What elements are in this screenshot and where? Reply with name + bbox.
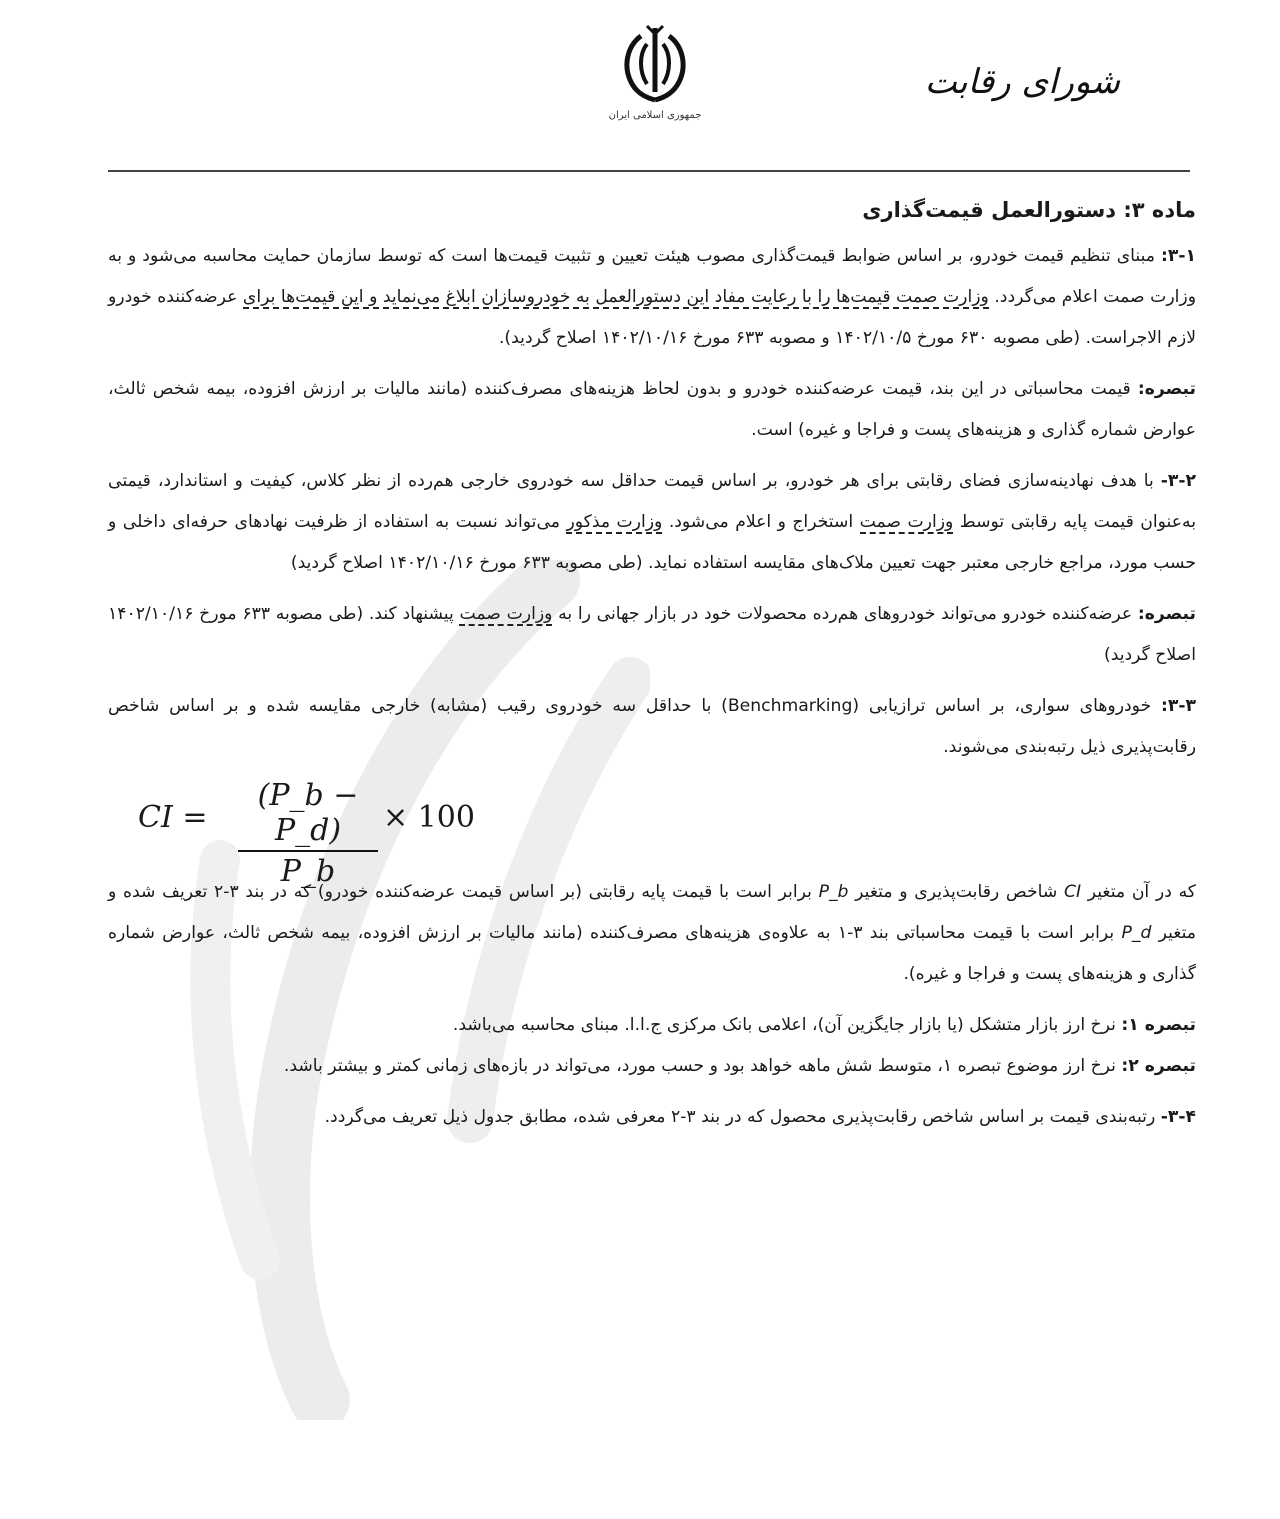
underlined-text: وزارت صمت قیمت‌ها را با رعایت مفاد این دستورالعمل به خودروسازان ابلاغ می‌نماید و این قیمت‌ها برای (242, 287, 989, 307)
variable-pd: P_d (1121, 923, 1152, 943)
header-divider (108, 170, 1190, 172)
note-label: تبصره ۲: (1121, 1056, 1196, 1076)
note-label: تبصره: (1137, 604, 1196, 624)
formula-lhs: CI = (138, 800, 208, 835)
emblem-caption: جمهوری اسلامی ایران (608, 110, 702, 121)
formula-fraction (238, 778, 378, 889)
clause-label: ۳-۱: (1161, 246, 1196, 266)
explanation-text: شاخص رقابت‌پذیری و متغیر (848, 882, 1064, 902)
formula-rhs: × 100 (383, 800, 475, 835)
note-text: پیشنهاد کند. (طی مصوبه ۶۳۳ مورخ ۱۴۰۲/۱۰/۱۶ اصلاح گردید) (108, 604, 1196, 665)
iran-emblem (600, 22, 710, 142)
variable-ci: CI (1063, 882, 1082, 902)
note-text: نرخ ارز موضوع تبصره ۱، متوسط شش ماهه خواهد بود و حسب مورد، می‌تواند در بازه‌های زمانی کمتر و بیشتر باشد. (283, 1056, 1122, 1076)
note-label: تبصره ۱: (1121, 1015, 1196, 1035)
explanation-text: که در آن متغیر (1081, 882, 1196, 902)
underlined-text: وزارت صمت (459, 604, 553, 624)
clause-text: با هدف نهادینه‌سازی فضای رقابتی برای هر خودرو، بر اساس قیمت حداقل سه خودروی خارجی هم‌رده از نظر کلاس، کیفیت و استاندارد، قیمتی به‌عنوان قیمت پایه رقابتی توسط (108, 471, 1196, 532)
clause-text: عرضه‌کننده خودرو لازم الاجراست. (طی مصوبه ۶۳۰ مورخ ۱۴۰۲/۱۰/۵ و مصوبه ۶۳۳ مورخ ۱۴۰۲/۱۰/۱۶ اصلاح گردید). (108, 287, 1196, 348)
formula-denominator: P_b (280, 854, 336, 889)
clause-text: استخراج و اعلام می‌شود. (662, 512, 860, 532)
note-3 (108, 1005, 1196, 1046)
paragraph-3-3 (108, 686, 1196, 768)
note-2 (108, 594, 1196, 676)
clause-text: رتبه‌بندی قیمت بر اساس شاخص رقابت‌پذیری محصول که در بند ۳-۲ معرفی شده، مطابق جدول ذیل تعریف می‌گردد. (324, 1107, 1161, 1127)
underlined-text: وزارت صمت (859, 512, 954, 532)
formula-numerator: (P_b − P_d) (238, 778, 378, 852)
note-text: نرخ ارز بازار متشکل (یا بازار جایگزین آن)، اعلامی بانک مرکزی ج.ا.ا. مبنای محاسبه می‌باشد. (452, 1015, 1122, 1035)
clause-text: خودروهای سواری، بر اساس ترازیابی (Benchmarking) با حداقل سه خودروی رقیب (مشابه) خارجی مقایسه شده و بر اساس شاخص رقابت‌پذیری ذیل رتبه‌بندی می‌شوند. (108, 696, 1196, 757)
underlined-text: وزارت مذکور (566, 512, 663, 532)
note-text: قیمت محاسباتی در این بند، قیمت عرضه‌کننده خودرو و بدون لحاظ هزینه‌های مصرف‌کننده (مانند مالیات بر ارزش افزوده، بیمه شخص ثالث، عوارض شماره گذاری و هزینه‌های پست و فراجا و غیره) است. (108, 379, 1196, 440)
clause-label: ۳-۲- (1160, 471, 1196, 491)
paragraph-3-4 (108, 1097, 1196, 1138)
note-1 (108, 369, 1196, 451)
clause-text: مبنای تنظیم قیمت خودرو، بر اساس ضوابط قیمت‌گذاری مصوب هیئت تعیین و تثبیت قیمت‌ها است که توسط سازمان حمایت محاسبه می‌شود و به وزارت صمت اعلام می‌گردد. (108, 246, 1197, 307)
paragraph-3-2 (108, 461, 1196, 584)
paragraph-3-1 (108, 236, 1196, 359)
emblem-icon (617, 22, 693, 108)
clause-label: ۳-۴- (1160, 1107, 1196, 1127)
clause-label: ۳-۳: (1160, 696, 1196, 716)
note-text: عرضه‌کننده خودرو می‌تواند خودروهای هم‌رده محصولات خود در بازار جهانی را به (552, 604, 1138, 624)
document-body (108, 198, 1196, 1148)
article-heading: ماده ۳: دستورالعمل قیمت‌گذاری (862, 198, 1196, 222)
org-name: شورای رقابت (924, 62, 1120, 102)
variable-pb: P_b (818, 882, 849, 902)
note-4 (108, 1046, 1196, 1087)
explanation-text: برابر است با قیمت محاسباتی بند ۳-۱ به علاوه‌ی هزینه‌های مصرف‌کننده (مانند مالیات بر ارزش افزوده، بیمه شخص ثالث، عوارض شماره گذاری و هزینه‌های پست و فراجا و غیره). (108, 923, 1196, 984)
note-label: تبصره: (1137, 379, 1196, 399)
clause-text: می‌تواند نسبت به استفاده از ظرفیت نهادهای حرفه‌ای داخلی و حسب مورد، مراجع خارجی معتبر جهت تعیین ملاک‌های مقایسه استفاده نماید. (طی مصوبه ۶۳۳ مورخ ۱۴۰۲/۱۰/۱۶ اصلاح گردید) (108, 512, 1196, 573)
ci-formula (138, 778, 1196, 889)
formula-explanation (108, 872, 1196, 995)
explanation-text: برابر است با قیمت پایه رقابتی (بر اساس قیمت عرضه‌کننده خودرو) که در بند ۳-۲ تعریف شده و متغیر (108, 882, 1196, 943)
